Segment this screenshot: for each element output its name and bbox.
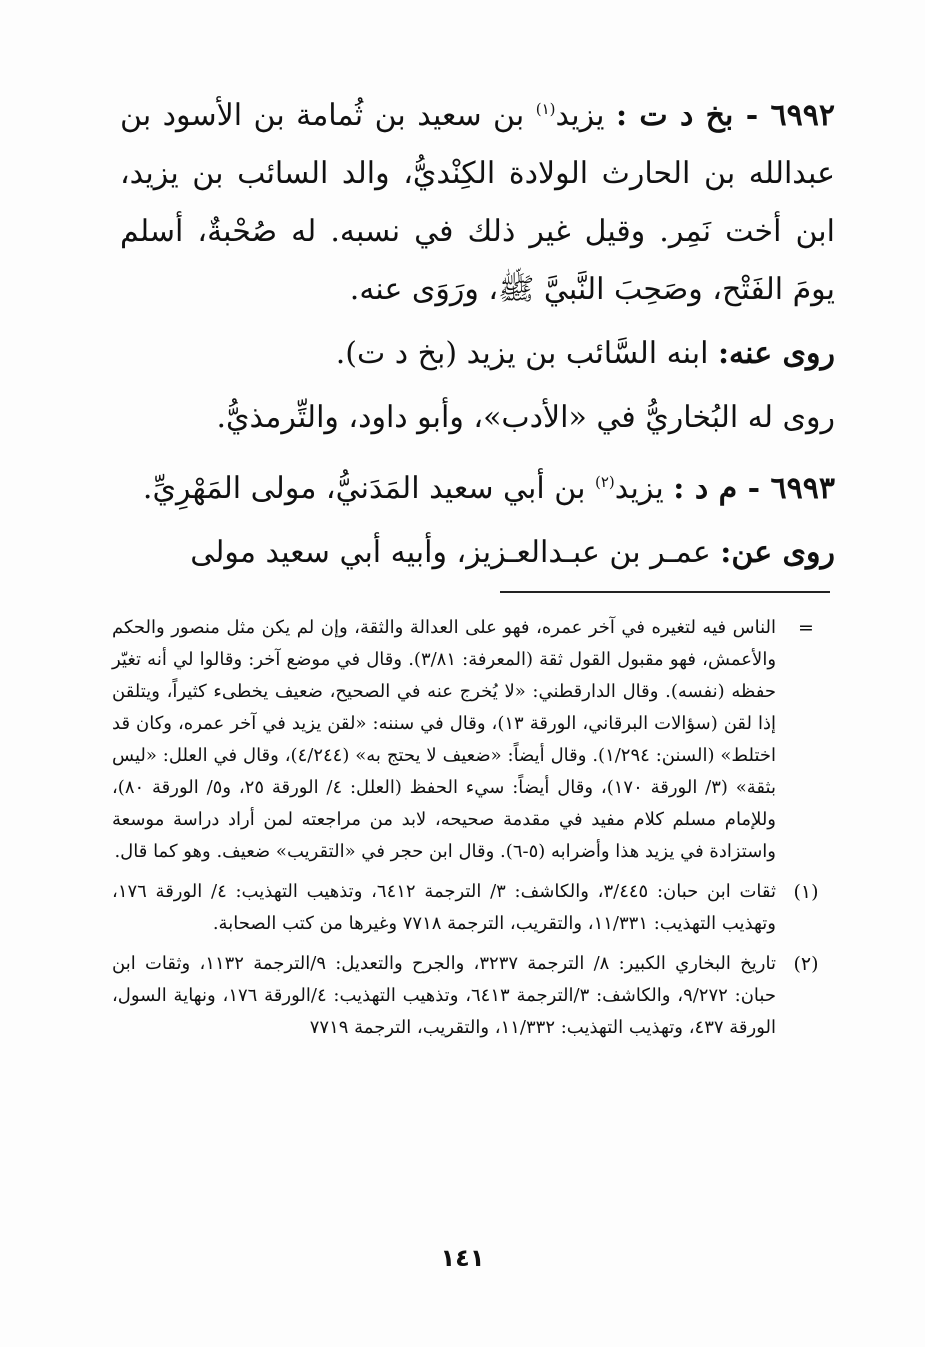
entry-6993 [120,453,835,518]
page-number: ١٤١ [440,1244,485,1272]
transmitters-line: روى له البُخاريُّ في «الأدب»، وأبو داود، والتِّرمذيُّ. [216,400,835,435]
footnote-mark: (١) [793,881,819,903]
footnote-1 [112,876,836,940]
entry-name: يزيد [555,98,605,133]
footnote-ref: (٢) [594,473,615,491]
footnote-separator [500,591,830,593]
footnote-2 [112,948,836,1044]
narrators-line [120,325,835,383]
narrators-text: ابنه السَّائب بن يزيد (بخ د ت). [335,336,709,371]
footnote-ref: (١) [535,100,556,118]
teachers-text: عمـر بن عبـدالعـزيز، وأبيه أبي سعيد مولى [190,535,711,570]
footnote-text: تاريخ البخاري الكبير: ٨/ الترجمة ٣٢٣٧، والجرح والتعديل: ٩/الترجمة ١١٣٢، وثقات ابن حبان: ٩/٢٧٢، والكاشف: ٣/الترجمة ٦٤١٣، وتذهيب التهذيب: ٤/الورقة ١٧٦، ونهاية السول، الورقة ٤٣٧، وتهذيب التهذيب: ١١/٣٣٢، والتقريب، الترجمة ٧٧١٩ [112,953,776,1038]
footnote-continuation [112,612,836,868]
footnotes [112,612,836,1052]
narrators-label: روى عنه: [717,336,835,371]
teachers-line [120,524,835,582]
entry-body: بن سعيد بن ثُمامة بن الأسود بن عبدالله بن الحارث الولادة الكِنْديُّ، والد السائب بن يزيد، ابن أخت نَمِر. وقيل غير ذلك في نسبه. له صُحْبةٌ، أسلم يومَ الفَتْح، وصَحِبَ النَّبيَّ ﷺ، ورَوَى عنه. [120,98,835,307]
entry-number: ٦٩٩٣ - م د : [673,471,835,506]
main-text [120,80,835,582]
entry-name: يزيد [614,471,664,506]
footnote-text: ثقات ابن حبان: ٣/٤٤٥، والكاشف: ٣/ الترجمة ٦٤١٢، وتذهيب التهذيب: ٤/ الورقة ١٧٦، وتهذيب التهذيب: ١١/٣٣١، والتقريب، الترجمة ٧٧١٨ وغيرها من كتب الصحابة. [112,881,777,934]
entry-number: ٦٩٩٢ - بخ د ت : [615,98,835,133]
entry-body: بن أبي سعيد المَدَنيُّ، مولى المَهْرِيِّ. [142,471,586,506]
teachers-label: روى عن: [720,535,835,570]
entry-6992 [120,80,835,319]
footnote-mark: (٢) [793,953,819,975]
footnote-text: الناس فيه لتغيره في آخر عمره، فهو على العدالة والثقة، وإن لم يكن مثل منصور والحكم والأعمش، فهو مقبول القول ثقة (المعرفة: ٣/٨١). وقال في موضع آخر: وقالوا لي أنه تغيّر حفظه (نفسه). وقال الدارقطني: «لا يُخرج عنه في الصحيح، ضعيف يخطىء كثيراً، ويتلقن إذا لقن (سؤالات البرقاني، الورقة ١٣)، وقال في سننه: «لقن يزيد في آخر عمره، وكان قد اختلط» (السنن: ١/٢٩٤). وقال أيضاً: «ضعيف لا يحتج به» (٤/٢٤٤)، وقال في العلل: «ليس بثقة» (٣/ الورقة ١٧٠)، وقال أيضاً: سيء الحفظ (العلل: ٤/ الورقة ٢٥، و٥/ الورقة ٨٠)، وللإمام مسلم كلام مفيد في مقدمة صحيحه، لابد من مراجعته لمن أراد دراسة موسعة واستزادة في يزيد هذا وأضرابه (٥-٦). وقال ابن حجر في «التقريب» ضعيف. وهو كما قال. [112,617,777,862]
footnote-mark: = [798,617,814,639]
